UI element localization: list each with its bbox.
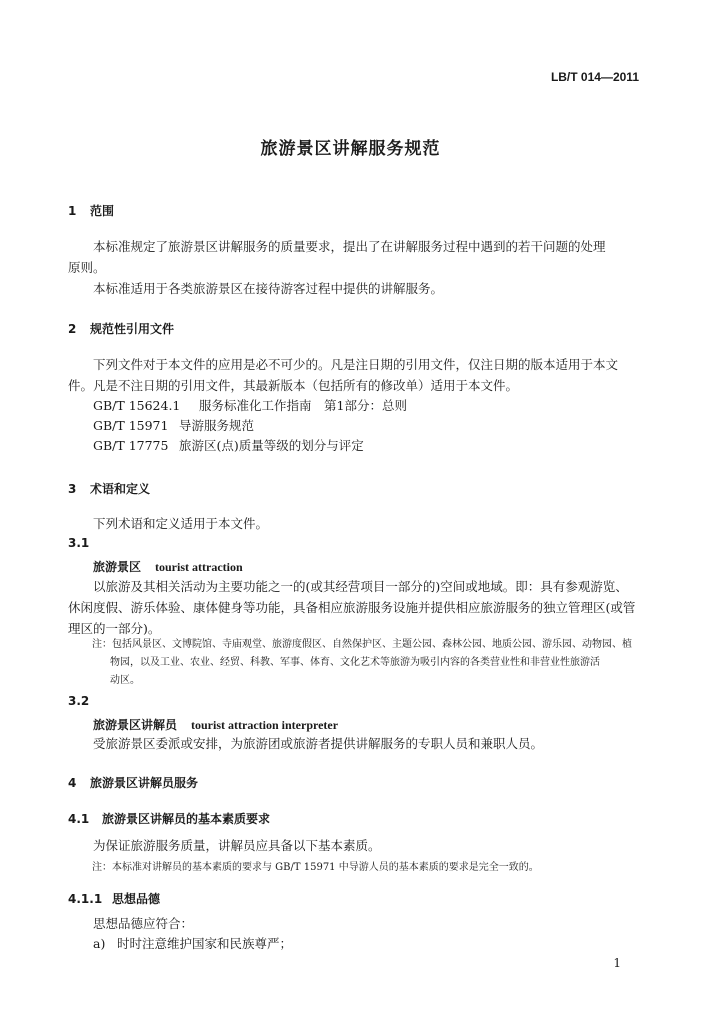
reference-title: 旅游区(点)质量等级的划分与评定 (179, 438, 364, 453)
section-4-heading (68, 774, 198, 791)
note-line: 物园，以及工业、农业、经贸、科教、军事、体育、文化艺术等旅游为吸引内容的各类营业性和非营业性旅游活 (110, 657, 600, 668)
paragraph-line: 下列文件对于本文件的应用是必不可少的。凡是注日期的引用文件，仅注日期的版本适用于本文 (93, 357, 619, 372)
paragraph-line: 本标准规定了旅游景区讲解服务的质量要求，提出了在讲解服务过程中遇到的若干问题的处理 (93, 239, 606, 254)
list-item-text: 时时注意维护国家和民族尊严； (117, 936, 293, 951)
term-number: 3.1 (68, 536, 90, 550)
paragraph-line: 原则。 (68, 260, 106, 275)
term-number: 3.2 (68, 694, 90, 708)
reference-item (93, 396, 407, 416)
paragraph-line: 理区的一部分)。 (68, 621, 161, 636)
section-1-heading (68, 202, 114, 219)
subsection-4-1-paragraph: 为保证旅游服务质量，讲解员应具备以下基本素质。 (93, 838, 381, 853)
section-2-paragraph-1 (68, 354, 642, 396)
paragraph-line: 休闲度假、游乐体验、康体健身等功能，具备相应旅游服务设施并提供相应旅游服务的独立管理区(或管 (68, 600, 636, 615)
term-chinese: 旅游景区讲解员 (93, 718, 178, 732)
section-title: 规范性引用文件 (90, 322, 175, 336)
term-heading (93, 556, 243, 575)
list-item (93, 934, 292, 954)
section-1-paragraph-2: 本标准适用于各类旅游景区在接待游客过程中提供的讲解服务。 (93, 281, 444, 296)
reference-code: GB/T 15971 (93, 418, 169, 433)
reference-title: 导游服务规范 (179, 418, 255, 433)
term-english: tourist attraction interpreter (191, 718, 339, 732)
list-item-label: a) (93, 936, 106, 951)
subsection-4-1-1-paragraph: 思想品德应符合： (93, 916, 194, 931)
section-number: 4.1 (68, 812, 90, 826)
subsection-4-1-note: 注：本标准对讲解员的基本素质的要求与 GB/T 15971 中导游人员的基本素质的要求是完全一致的。 (92, 862, 539, 873)
section-title: 思想品德 (112, 892, 161, 906)
section-title: 术语和定义 (90, 482, 151, 496)
section-title: 旅游景区讲解员服务 (90, 776, 199, 790)
term-note (92, 636, 642, 690)
reference-code: GB/T 17775 (93, 438, 169, 453)
reference-item (93, 416, 254, 436)
section-2-heading (68, 320, 174, 337)
section-number: 4 (68, 776, 77, 790)
note-line: 注：包括风景区、文博院馆、寺庙观堂、旅游度假区、自然保护区、主题公园、森林公园、地质公园、游乐园、动物园、植 (92, 639, 632, 650)
reference-code: GB/T 15624.1 (93, 398, 181, 413)
section-number: 4.1.1 (68, 892, 103, 906)
term-definition: 受旅游景区委派或安排，为旅游团或旅游者提供讲解服务的专职人员和兼职人员。 (93, 736, 544, 751)
term-definition (68, 576, 642, 639)
reference-item (93, 436, 364, 456)
section-number: 2 (68, 322, 77, 336)
document-title: 旅游景区讲解服务规范 (260, 139, 441, 159)
paragraph-line: 件。凡是不注日期的引用文件，其最新版本（包括所有的修改单）适用于本文件。 (68, 378, 519, 393)
reference-title: 服务标准化工作指南 第1部分：总则 (199, 398, 407, 413)
page-number: 1 (613, 956, 621, 970)
section-1-paragraph-1 (68, 236, 642, 278)
standard-code: LB/T 014—2011 (550, 70, 639, 84)
subsection-4-1-1-heading (68, 890, 160, 907)
section-title: 范围 (90, 204, 115, 218)
paragraph-line: 以旅游及其相关活动为主要功能之一的(或其经营项目一部分的)空间或地域。即：具有参观游览、 (93, 579, 628, 594)
subsection-4-1-heading (68, 810, 270, 827)
term-english: tourist attraction (155, 560, 243, 574)
section-title: 旅游景区讲解员的基本素质要求 (102, 812, 271, 826)
term-heading (93, 714, 338, 733)
term-chinese: 旅游景区 (93, 560, 142, 574)
section-number: 1 (68, 204, 77, 218)
section-number: 3 (68, 482, 77, 496)
note-line: 动区。 (110, 675, 140, 686)
section-3-intro: 下列术语和定义适用于本文件。 (93, 516, 269, 531)
section-3-heading (68, 480, 150, 497)
